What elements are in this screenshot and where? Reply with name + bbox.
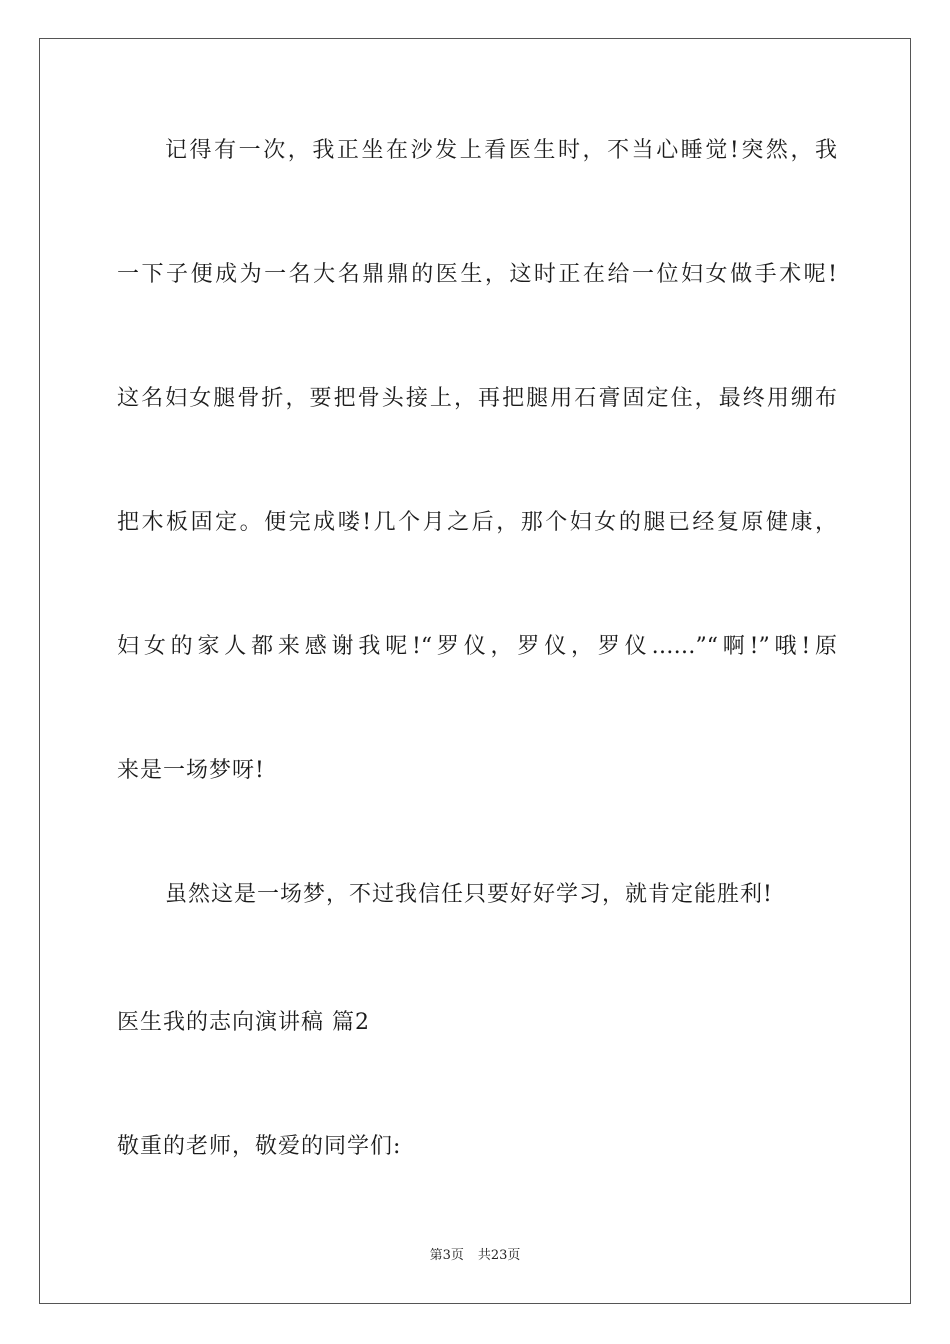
page-border	[39, 38, 911, 1304]
paragraph-line: 虽然这是一场梦，不过我信任只要好好学习，就肯定能胜利!	[165, 882, 773, 907]
paragraph-line: 妇女的家人都来感谢我呢!“罗仪，罗仪，罗仪……”“啊!”哦!原	[117, 634, 837, 659]
section-heading: 医生我的志向演讲稿 篇2	[117, 1010, 370, 1035]
page-footer	[0, 1247, 950, 1265]
paragraph-line: 记得有一次，我正坐在沙发上看医生时，不当心睡觉!突然，我	[165, 138, 837, 163]
page-number: 第3页	[429, 1248, 464, 1263]
page-total: 共23页	[477, 1248, 521, 1263]
paragraph-line: 一下子便成为一名大名鼎鼎的医生，这时正在给一位妇女做手术呢!	[117, 262, 837, 287]
paragraph-line: 这名妇女腿骨折，要把骨头接上，再把腿用石膏固定住，最终用绷布	[117, 386, 837, 411]
paragraph-line: 来是一场梦呀!	[117, 758, 265, 783]
salutation-line: 敬重的老师，敬爱的同学们:	[117, 1134, 402, 1159]
paragraph-line: 把木板固定。便完成喽!几个月之后，那个妇女的腿已经复原健康，	[117, 510, 837, 535]
